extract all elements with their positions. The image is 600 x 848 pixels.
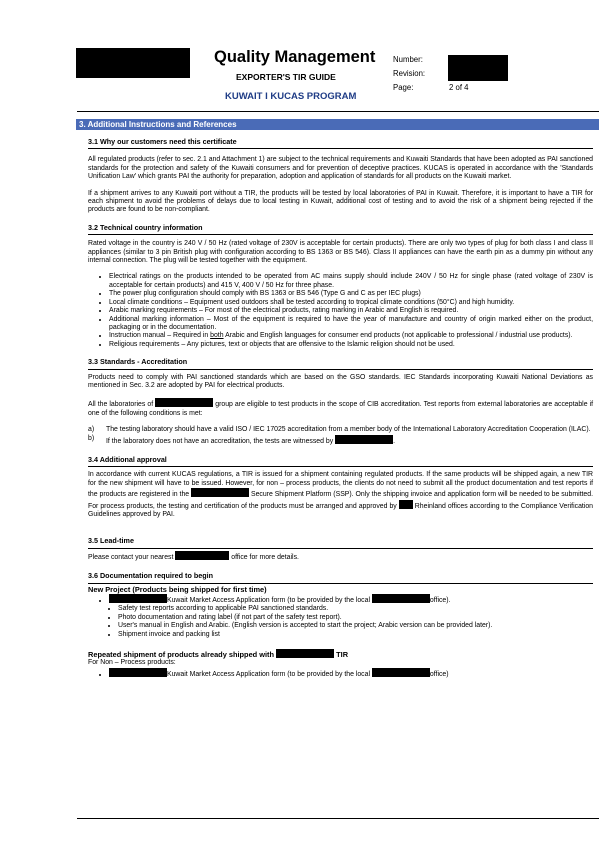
list-item: • Kuwait Market Access Application form (to be provided by the local office). xyxy=(109,594,593,605)
paragraph: If a shipment arrives to any Kuwaiti port without a TIR, the products will be tested by local laboratories of PAI in Kuwait. Therefore, it is important to have a TIR for each shipment to avoid the problems of delays due to local testing in Kuwait, additional cost of testing and to avoid the risk of a shipment being rejected if the products are found to be non-compliant. xyxy=(88,189,593,214)
heading-rule xyxy=(88,548,593,549)
redacted-text xyxy=(109,668,167,677)
heading-3-2: 3.2 Technical country information xyxy=(88,222,203,232)
section-band xyxy=(76,119,599,130)
heading-rule xyxy=(88,466,593,467)
redacted-text xyxy=(276,649,334,658)
heading-rule xyxy=(88,369,593,370)
paragraph: Please contact your nearest office for more details. xyxy=(88,551,593,562)
redacted-text xyxy=(191,488,249,497)
logo-redacted xyxy=(76,48,190,78)
condition-a: a) The testing laboratory should have a valid ISO / IEC 17025 accreditation from a member body of the International Laboratory Accreditation Cooperation (ILAC). xyxy=(88,426,591,434)
redacted-text xyxy=(399,500,413,509)
list-item: • Photo documentation and rating label (if not part of the safety test report). xyxy=(118,614,593,622)
page-number: 2 of 4 xyxy=(449,83,469,92)
redacted-text xyxy=(372,594,430,603)
redacted-text xyxy=(109,594,167,603)
redacted-text xyxy=(175,551,229,560)
list-item: • Instruction manual – Required in both Arabic and English languages for consumer end products (not applicable to professional / industrial use products). xyxy=(109,332,593,340)
list-item: • Electrical ratings on the products intended to be operated from AC mains supply should include 240V / 50 Hz for single phase (rated voltage of 230V is acceptable for certain products) and 415 V, 400 V / 50 Hz for three phase. xyxy=(109,273,593,290)
heading-3-3: 3.3 Standards - Accreditation xyxy=(88,357,188,367)
list-item: • User's manual in English and Arabic. (English version is accepted to start the project; Arabic version can be provided later). xyxy=(118,622,593,630)
paragraph: Products need to comply with PAI sanctioned standards which are based on the GSO standards. IEC Standards incorporating Kuwaiti National Deviations as mentioned in Sec. 3.2 are adopted by PAI for electrical products. xyxy=(88,373,593,389)
new-project-sublist xyxy=(88,605,593,639)
document-body xyxy=(88,138,593,679)
redacted-text xyxy=(155,398,213,407)
paragraph: All the laboratories of group are eligible to test products in the scope of CIB accreditation. Test reports from external laboratories are acceptable if one of the following conditions is met: xyxy=(88,398,593,418)
heading-3-1: 3.1 Why our customers need this certificate xyxy=(88,137,237,146)
program-title: KUWAIT I KUCAS PROGRAM xyxy=(225,91,357,102)
heading-3-4: 3.4 Additional approval xyxy=(88,454,167,464)
page-label: Page: xyxy=(393,83,414,92)
list-item: • Kuwait Market Access Application form (to be provided by the local office) xyxy=(109,668,593,679)
list-item: • Arabic marking requirements – For most of the electrical products, rating marking in Arabic and English is required. xyxy=(109,307,593,315)
repeated-shipment-title: Repeated shipment of products already shipped with TIR xyxy=(88,650,349,660)
list-item: • Religious requirements – Any pictures, text or objects that are offensive to the Islamic religion should not be used. xyxy=(109,341,593,349)
new-project-list xyxy=(88,594,593,605)
section-title: 3. Additional Instructions and References xyxy=(79,120,237,129)
redacted-text xyxy=(335,435,393,444)
header-rule xyxy=(77,111,599,112)
heading-3-6: 3.6 Documentation required to begin xyxy=(88,571,213,581)
paragraph: In accordance with current KUCAS regulations, a TIR is issued for a shipment containing regulated products. If the same products will be shipped again, a new TIR for the new shipment will have to be issued. However, for non – process products, the clients do not need to submit all the product documentation and test reports if the products are registered in the Secure Shipment Platform (SSP). Only the shipping invoice and application form will be needed to be submitted. For process products, the testing and certification of the products must be arranged and approved by Rheinland offices according to the Compliance Verification Guidelines approved by PAI. xyxy=(88,471,594,518)
document-subtitle: EXPORTER'S TIR GUIDE xyxy=(236,72,336,82)
list-item: • Local climate conditions – Equipment used outdoors shall be tested according to tropical climate conditions (50°C) and high humidity. xyxy=(109,299,593,307)
paragraph: All regulated products (refer to sec. 2.1 and Attachment 1) are subject to the technical requirements and Kuwaiti Standards that have been adopted as PAI sanctioned standards for the protection and safety of the Kuwaiti consumers and for prevention of deceptive practices. KUCAS is operated in accordance with the 'Standards Unification Law' which grants PAI the authority for preparation, adoption and application of standards for all products on the Kuwaiti market. xyxy=(88,156,593,181)
heading-3-5: 3.5 Lead-time xyxy=(88,536,134,546)
heading-rule xyxy=(88,583,593,584)
list-item: • Safety test reports according to applicable PAI sanctioned standards. xyxy=(118,605,593,613)
heading-rule xyxy=(88,234,593,235)
revision-label: Revision: xyxy=(393,69,426,78)
footer-rule xyxy=(77,818,599,819)
list-item: • Additional marking information – Most of the equipment is required to have the year of manufacture and country of origin marked either on the product, packaging or in the documentation. xyxy=(109,316,593,333)
heading-rule xyxy=(88,148,593,149)
technical-bullets xyxy=(88,273,593,349)
repeated-shipment-subtitle: For Non – Process products: xyxy=(88,659,176,667)
condition-b: b) If the laboratory does not have an accreditation, the tests are witnessed by . xyxy=(88,434,395,445)
list-item: • Shipment invoice and packing list xyxy=(118,631,593,639)
document-title: Quality Management xyxy=(214,48,376,66)
number-label: Number: xyxy=(393,55,423,64)
repeated-shipment-list xyxy=(88,668,593,679)
new-project-title: New Project (Products being shipped for first time) xyxy=(88,584,267,594)
list-item: • The power plug configuration should comply with BS 1363 or BS 546 (Type G and C as per IEC plugs) xyxy=(109,290,593,298)
redacted-text xyxy=(372,668,430,677)
paragraph: Rated voltage in the country is 240 V / 50 Hz (rated voltage of 230V is acceptable for certain products). There are only two types of plug for both class I and class II appliances (similar to 3 pin British plug with configuration according to BS 1363 or BS 546). Class II appliances can have the earth pin as a dummy pin without any internal connection. The plug will be tested together with the equipment. xyxy=(88,240,593,265)
number-revision-redacted xyxy=(448,55,508,81)
